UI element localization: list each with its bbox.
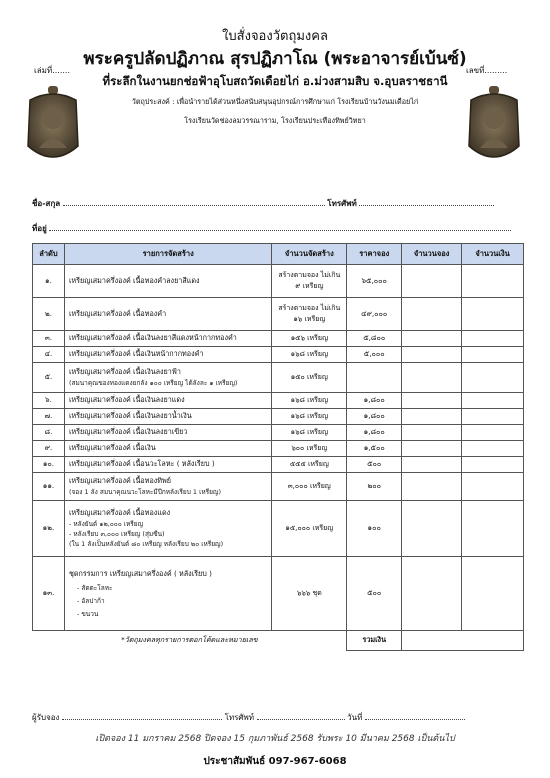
order-table <box>32 243 524 651</box>
contact-text: ประชาสัมพันธ์ 097-967-6068 <box>203 756 347 767</box>
row-price: ๑,๘๐๐ <box>347 425 402 441</box>
table-row <box>33 298 524 331</box>
row-item-cell <box>64 557 271 631</box>
row-amount-cell[interactable] <box>462 393 524 409</box>
row-price: ๖๕,๐๐๐ <box>347 265 402 298</box>
header-price: ราคาจอง <box>347 244 402 265</box>
row-item-sub-line: - สัตตะโลหะ <box>76 583 113 592</box>
row-order-cell[interactable] <box>402 265 462 298</box>
row-amount-cell[interactable] <box>462 425 524 441</box>
row-order-cell[interactable] <box>402 409 462 425</box>
row-price: ๑,๕๐๐ <box>347 441 402 457</box>
row-quantity-made: ๖๖๖ ชุด <box>272 557 347 631</box>
serial-number-label: เลขที่......... <box>466 66 508 75</box>
footer-phone-field[interactable] <box>257 719 345 720</box>
total-amount-cell[interactable] <box>402 631 524 651</box>
row-amount-cell[interactable] <box>462 347 524 363</box>
table-row <box>33 347 524 363</box>
row-item: เหรียญเสมาครึ่งองค์ เนื้อทองคำลงยาสีแดง <box>64 265 271 298</box>
row-quantity-made: ๕๕๕ เหรียญ <box>272 457 347 473</box>
row-amount-cell[interactable] <box>462 265 524 298</box>
row-quantity-made: ๑๖๘ เหรียญ <box>272 347 347 363</box>
row-amount-cell[interactable] <box>462 441 524 457</box>
row-quantity-made: สร้างตามจอง ไม่เกิน ๑๖ เหรียญ <box>272 298 347 331</box>
phone-label: โทรศัพท์ <box>327 199 357 208</box>
row-order-cell[interactable] <box>402 425 462 441</box>
row-amount-cell[interactable] <box>462 501 524 557</box>
table-row <box>33 393 524 409</box>
table-row <box>33 501 524 557</box>
purpose-text: วัตถุประสงค์ : เพื่อนำรายได้ส่วนหนึ่งสนับสนุนอุปกรณ์การศึกษาแก่ โรงเรียนบ้านวังนมเดือยไก่ <box>131 97 419 106</box>
table-row <box>33 363 524 393</box>
header-no: ลำดับ <box>33 244 65 265</box>
row-quantity-made: ๑๖๘ เหรียญ <box>272 425 347 441</box>
row-number: ๔. <box>33 347 65 363</box>
row-item: เหรียญเสมาครึ่งองค์ เนื้อเงินลงยาแดง <box>64 393 271 409</box>
row-order-cell[interactable] <box>402 298 462 331</box>
row-price: ๕๐๐ <box>347 557 402 631</box>
table-row <box>33 265 524 298</box>
header-item: รายการจัดสร้าง <box>64 244 271 265</box>
row-number: ๑. <box>33 265 65 298</box>
row-price: ๒๐๐ <box>347 473 402 501</box>
row-item: ชุดกรรมการ เหรียญเสมาครึ่งองค์ ( หลังเรียบ ) <box>68 568 212 578</box>
address-label: ที่อยู่ <box>32 224 47 233</box>
row-order-cell[interactable] <box>402 441 462 457</box>
row-item-note: (จอง 1 ลัง สมนาคุณนวะโลหะมีปีกหลังเรียบ 1 เหรียญ) <box>68 488 222 496</box>
row-item: เหรียญเสมาครึ่งองค์ เนื้อทองแดง <box>68 508 171 517</box>
row-price: ๑,๘๐๐ <box>347 393 402 409</box>
header-quantity-ordered: จำนวนจอง <box>402 244 462 265</box>
row-item-note: (สมนาคุณของทองแดงยกลัง ๑๐๐ เหรียญ ได้ลังละ ๑ เหรียญ) <box>68 379 238 387</box>
date-label: วันที่ <box>347 713 363 722</box>
row-order-cell[interactable] <box>402 457 462 473</box>
row-price: ๔๙,๐๐๐ <box>347 298 402 331</box>
row-item-sub-line: - ขนวน <box>76 609 99 618</box>
table-row <box>33 425 524 441</box>
row-order-cell[interactable] <box>402 363 462 393</box>
row-price: ๕,๘๐๐ <box>347 331 402 347</box>
row-quantity-made: ๑๕,๐๐๐ เหรียญ <box>272 501 347 557</box>
header-quantity-made: จำนวนจัดสร้าง <box>272 244 347 265</box>
row-number: ๖. <box>33 393 65 409</box>
row-item-cell <box>64 473 271 501</box>
row-quantity-made: ๖๐๐ เหรียญ <box>272 441 347 457</box>
row-price: ๕๐๐ <box>347 457 402 473</box>
row-price: ๑,๘๐๐ <box>347 409 402 425</box>
row-amount-cell[interactable] <box>462 457 524 473</box>
row-quantity-made: ๓,๐๐๐ เหรียญ <box>272 473 347 501</box>
row-price <box>347 363 402 393</box>
receiver-field[interactable] <box>62 719 222 720</box>
table-row <box>33 409 524 425</box>
table-row <box>33 441 524 457</box>
row-order-cell[interactable] <box>402 331 462 347</box>
code-note: *วัตถุมงคลทุกรายการตอกโค้ดและหมายเลข <box>121 635 258 645</box>
row-amount-cell[interactable] <box>462 331 524 347</box>
row-number: ๑๓. <box>33 557 65 631</box>
row-number: ๑๐. <box>33 457 65 473</box>
row-price: ๕,๐๐๐ <box>347 347 402 363</box>
occasion-heading: ที่ระลึกในงานยกช่อฟ้าอุโบสถวัดเดือยไก่ อ.ม่วงสามสิบ จ.อุบลราชธานี <box>102 74 448 88</box>
row-item-sub-line: - หลังยันต์ ๑๒,๐๐๐ เหรียญ <box>68 520 144 528</box>
name-label: ชื่อ-สกุล <box>32 199 61 208</box>
address-row <box>32 222 524 235</box>
row-number: ๑๑. <box>33 473 65 501</box>
schedule-text: เปิดจอง 11 มกราคม 2568 ปิดจอง 15 กุมภาพันธ์ 2568 รับพระ 10 มีนาคม 2568 เป็นต้นไป <box>95 734 455 744</box>
row-quantity-made: ๑๕๖ เหรียญ <box>272 331 347 347</box>
row-amount-cell[interactable] <box>462 298 524 331</box>
row-item: เหรียญเสมาครึ่งองค์ เนื้อนวะโลหะ ( หลังเรียบ ) <box>64 457 271 473</box>
row-quantity-made: สร้างตามจอง ไม่เกิน ๙ เหรียญ <box>272 265 347 298</box>
row-number: ๗. <box>33 409 65 425</box>
row-number: ๕. <box>33 363 65 393</box>
receiver-row <box>32 711 524 724</box>
row-quantity-made: ๑๖๘ เหรียญ <box>272 393 347 409</box>
row-item-cell <box>64 501 271 557</box>
date-field[interactable] <box>365 719 465 720</box>
page-title: ใบสั่งจองวัตถุมงคล <box>222 29 328 44</box>
receiver-label: ผู้รับจอง <box>32 713 60 722</box>
row-amount-cell[interactable] <box>462 409 524 425</box>
row-amount-cell[interactable] <box>462 363 524 393</box>
address-field[interactable] <box>49 230 511 231</box>
row-item: เหรียญเสมาครึ่งองค์ เนื้อเงินลงยาน้ำเงิน <box>64 409 271 425</box>
row-item: เหรียญเสมาครึ่งองค์ เนื้อเงินหน้ากากทองคำ <box>64 347 271 363</box>
amulet-medal-right-image <box>463 86 525 166</box>
row-price: ๑๐๐ <box>347 501 402 557</box>
row-order-cell[interactable] <box>402 347 462 363</box>
row-item-sub-line: (ใน 1 ลังเป็นหลังยันต์ ๘๐ เหรียญ หลังเรียบ ๒๐ เหรียญ) <box>68 540 224 548</box>
row-item-cell <box>64 363 271 393</box>
table-row <box>33 473 524 501</box>
row-quantity-made: ๑๖๘ เหรียญ <box>272 409 347 425</box>
row-number: ๒. <box>33 298 65 331</box>
table-row <box>33 457 524 473</box>
table-row <box>33 331 524 347</box>
row-number: ๘. <box>33 425 65 441</box>
row-number: ๓. <box>33 331 65 347</box>
table-row <box>33 557 524 631</box>
schools-text: โรงเรียนวัดช่องลมวรรณาราม, โรงเรียนประเทืองทิพย์วิทยา <box>184 116 366 125</box>
row-item: เหรียญเสมาครึ่งองค์ เนื้อเงินลงยาเขียว <box>64 425 271 441</box>
row-item-sub-line: - อัลปาก้า <box>76 596 105 605</box>
row-item: เหรียญเสมาครึ่งองค์ เนื้อเงินลงยาสีแดงหน้ากากทองคำ <box>64 331 271 347</box>
row-amount-cell[interactable] <box>462 473 524 501</box>
row-order-cell[interactable] <box>402 393 462 409</box>
header-amount: จำนวนเงิน <box>462 244 524 265</box>
book-number-label: เล่มที่....... <box>34 66 70 75</box>
row-amount-cell[interactable] <box>462 557 524 631</box>
row-item: เหรียญเสมาครึ่งองค์ เนื้อทองทิพย์ <box>68 476 171 485</box>
row-item-sub-line: - หลังเรียบ ๓,๐๐๐ เหรียญ (สุ่มซีน) <box>68 530 165 538</box>
row-order-cell[interactable] <box>402 501 462 557</box>
row-item: เหรียญเสมาครึ่งองค์ เนื้อทองคำ <box>64 298 271 331</box>
name-phone-row <box>32 197 524 210</box>
table-total-row <box>33 631 524 651</box>
row-number: ๑๒. <box>33 501 65 557</box>
amulet-medal-left-image <box>22 86 84 166</box>
row-item: เหรียญเสมาครึ่งองค์ เนื้อเงิน <box>64 441 271 457</box>
row-number: ๙. <box>33 441 65 457</box>
row-quantity-made: ๑๕๐ เหรียญ <box>272 363 347 393</box>
phone-field[interactable] <box>359 205 494 206</box>
table-header-row <box>33 244 524 265</box>
row-order-cell[interactable] <box>402 557 462 631</box>
row-item: เหรียญเสมาครึ่งองค์ เนื้อเงินลงยาฟ้า <box>68 367 181 376</box>
footer-phone-label: โทรศัพท์ <box>224 713 255 722</box>
total-label: รวมเงิน <box>347 631 402 651</box>
row-order-cell[interactable] <box>402 473 462 501</box>
monk-name-heading: พระครูปลัดปฏิภาณ สุรปฏิภาโณ (พระอาจารย์เบ้นซ์) <box>83 49 467 69</box>
name-field[interactable] <box>63 205 325 206</box>
